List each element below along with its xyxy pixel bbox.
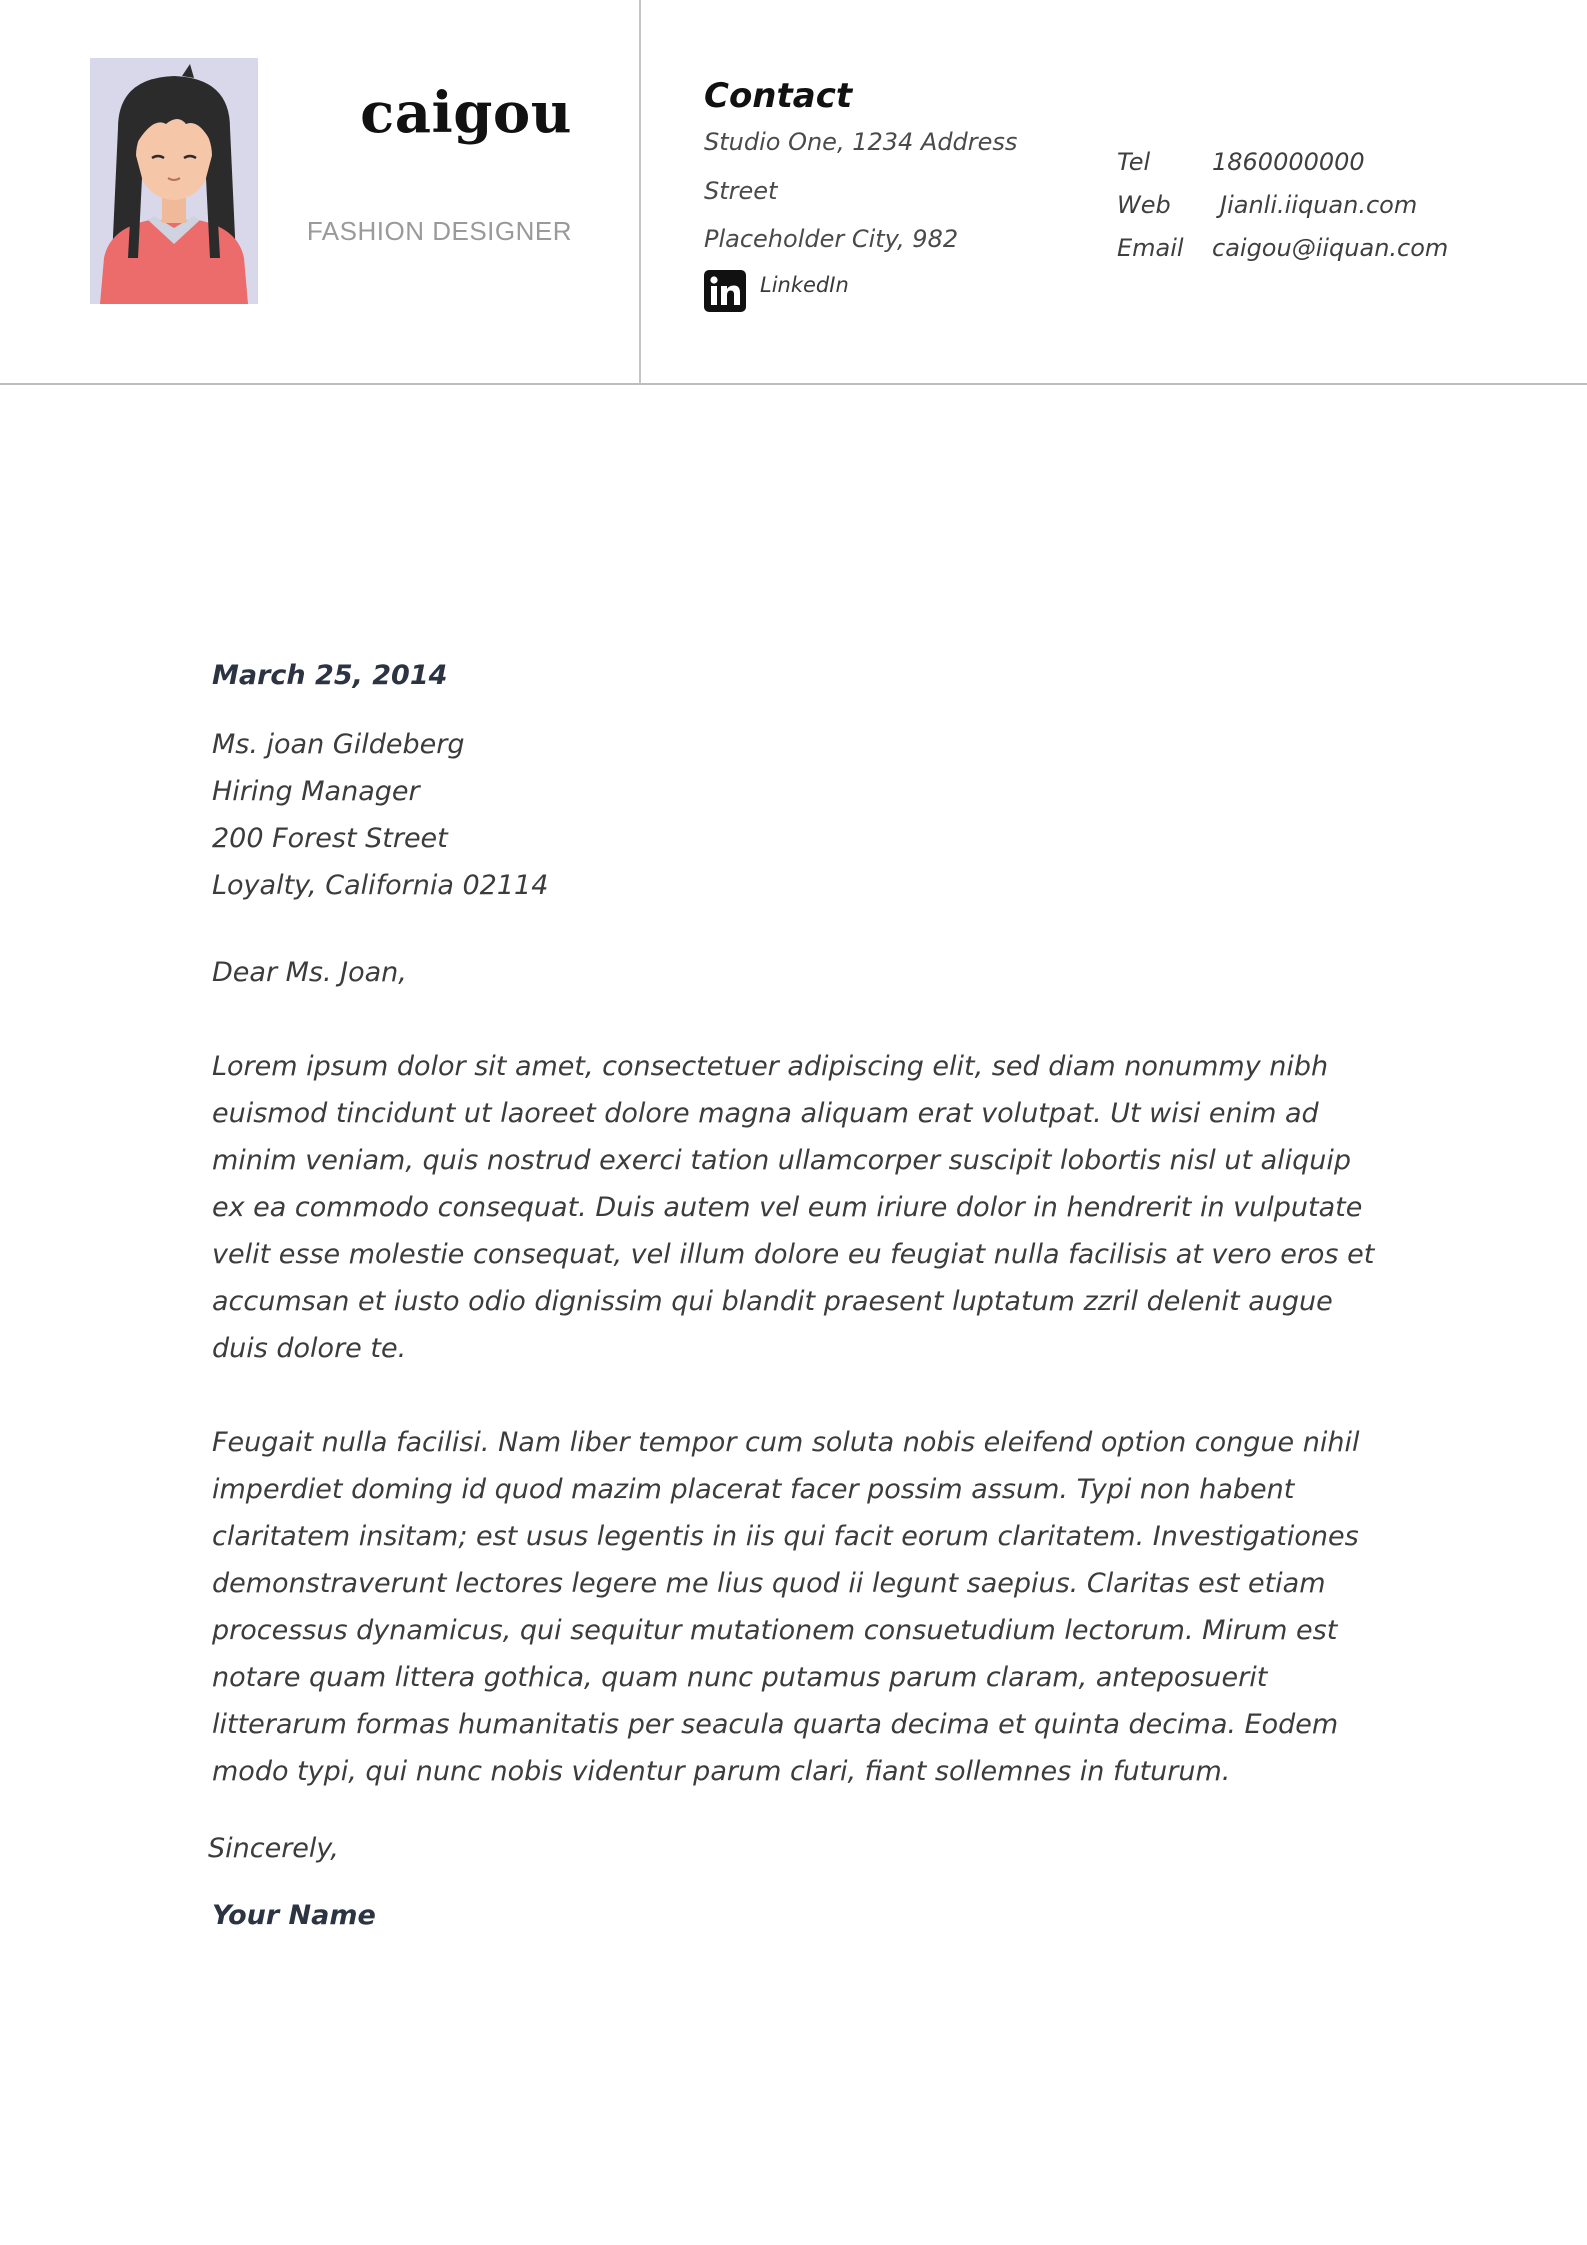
candidate-name: caigou [360, 80, 572, 146]
paragraph-1: Lorem ipsum dolor sit amet, consectetuer adipiscing elit, sed diam nonummy nibh euismod tincidunt ut laoreet dolore magna aliquam erat volutpat. Ut wisi enim ad minim veniam, quis nostrud exerci tation ullamcorper suscipit lobortis nisl ut aliquip ex ea commodo consequat. Duis autem vel eum iriure dolor in hendrerit in vulputate velit esse molestie consequat, vel illum dolore eu feugiat nulla facilisis at vero eros et accumsan et iusto odio dignissim qui blandit praesent luptatum zzril delenit augue duis dolore te. [212, 1051, 1375, 1364]
recipient-name: Ms. joan Gildeberg [212, 729, 465, 760]
closing: Sincerely, [208, 1833, 339, 1864]
recipient-city: Loyalty, California 02114 [212, 870, 549, 901]
linkedin-label: LinkedIn [760, 273, 849, 297]
tel-label: Tel [1117, 148, 1151, 176]
paragraph-2: Feugait nulla facilisi. Nam liber tempor cum soluta nobis eleifend option congue nihil imperdiet doming id quod mazim placerat facer possim assum. Typi non habent claritatem insitam; est usus legentis in iis qui facit eorum claritatem. Investigationes demonstraverunt lectores legere me lius quod ii legunt saepius. Claritas est etiam processus dynamicus, qui sequitur mutationem consuetudium lectorum. Mirum est notare quam littera gothica, quam nunc putamus parum claram, anteposuerit litterarum formas humanitatis per seacula quarta decima et quinta decima. Eodem modo typi, qui nunc nobis videntur parum clari, fiant sollemnes in futurum. [212, 1427, 1360, 1787]
address-line-1: Studio One, 1234 Address [704, 128, 1018, 156]
address-line-3: Placeholder City, 982 [704, 225, 959, 253]
linkedin-icon [704, 270, 746, 312]
linkedin-link[interactable] [704, 270, 849, 312]
web-label: Web [1117, 191, 1171, 219]
recipient-block [212, 721, 1412, 909]
recipient-title: Hiring Manager [212, 776, 420, 807]
candidate-role: FASHION DESIGNER [306, 216, 572, 246]
signature: Your Name [212, 1900, 376, 1931]
contact-heading: Contact [704, 76, 853, 116]
address-line-2: Street [704, 177, 778, 205]
tel-value: 1860000000 [1212, 148, 1365, 176]
greeting: Dear Ms. Joan, [212, 957, 407, 988]
letterhead [0, 0, 1587, 385]
letter-body [208, 660, 1412, 1939]
email-value[interactable]: caigou@iiquan.com [1212, 234, 1449, 262]
recipient-street: 200 Forest Street [212, 823, 448, 854]
header-divider [639, 0, 641, 383]
email-label: Email [1117, 234, 1184, 262]
web-value[interactable]: Jianli.iiquan.com [1220, 191, 1418, 219]
letter-date: March 25, 2014 [212, 660, 448, 691]
avatar [90, 58, 258, 304]
